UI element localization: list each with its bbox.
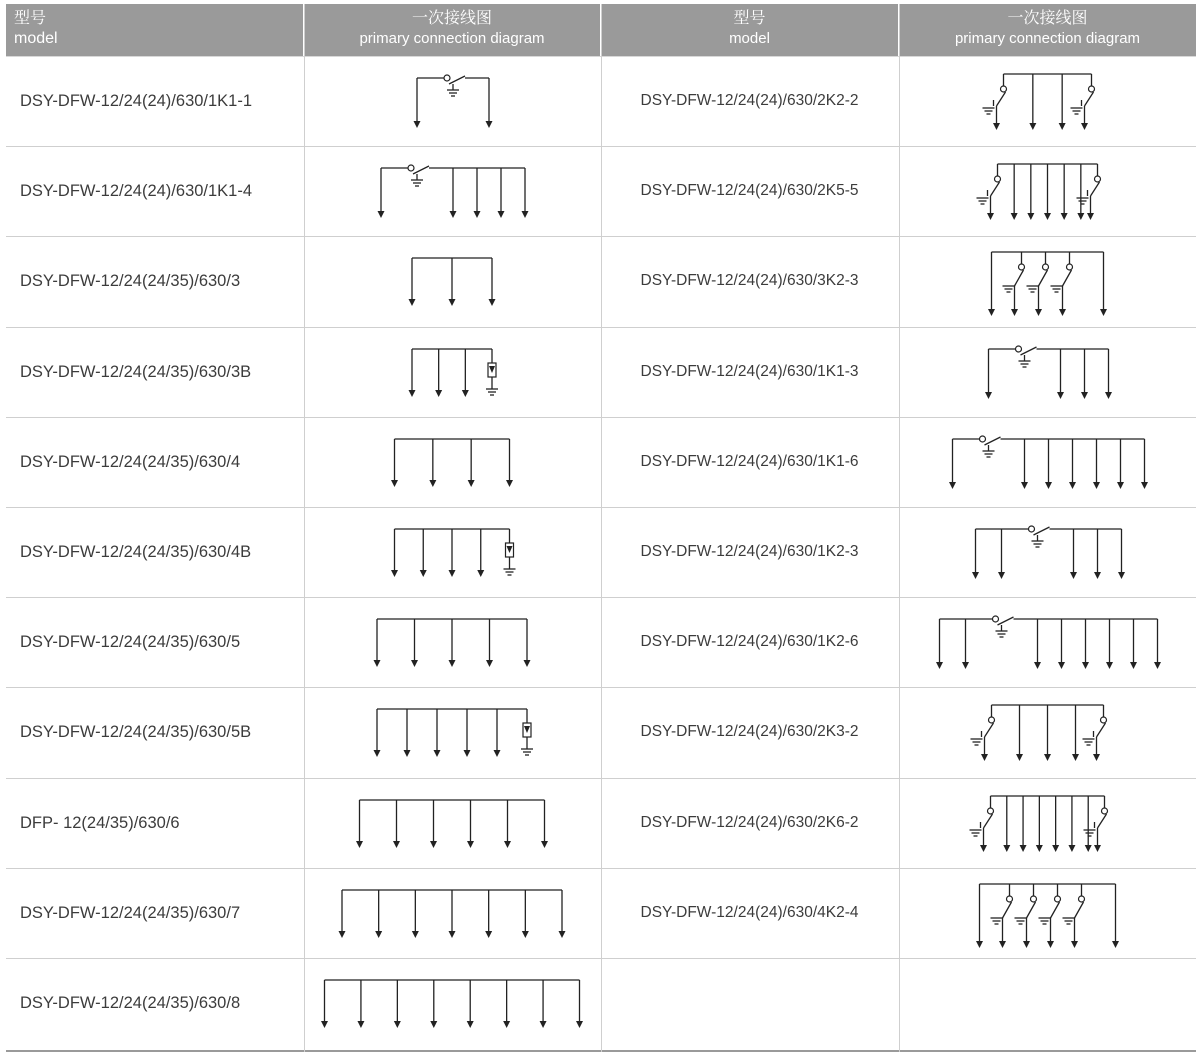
header-model-zh: 型号 <box>733 10 766 27</box>
model-name: DSY-DFW-12/24(24/35)/630/4B <box>20 543 252 561</box>
model-name: DSY-DFW-12/24(24)/630/1K1-4 <box>20 182 253 200</box>
model-name: DSY-DFW-12/24(24)/630/4K2-4 <box>640 904 859 921</box>
model-name: DSY-DFW-12/24(24/35)/630/7 <box>20 904 241 922</box>
connection-diagram <box>304 605 600 685</box>
model-name: DSY-DFW-12/24(24)/630/3K2-3 <box>640 272 859 289</box>
model-name: DSY-DFW-12/24(24/35)/630/4 <box>20 453 241 471</box>
connection-diagram <box>899 425 1196 505</box>
connection-diagram <box>899 64 1196 144</box>
header-diagram-left <box>304 4 600 56</box>
model-name: DSY-DFW-12/24(24)/630/1K1-6 <box>640 453 859 470</box>
model-name: DSY-DFW-12/24(24)/630/2K5-5 <box>640 182 859 199</box>
column-divider <box>601 4 602 1052</box>
model-name: DSY-DFW-12/24(24)/630/1K2-3 <box>640 543 859 560</box>
connection-diagram <box>304 876 600 956</box>
connection-diagram <box>899 244 1196 324</box>
model-name: DSY-DFW-12/24(24/35)/630/5B <box>20 723 252 741</box>
model-name: DFP- 12(24/35)/630/6 <box>20 814 180 832</box>
connection-diagram <box>304 244 600 324</box>
header-model-left <box>6 4 303 56</box>
header-diagram-en: primary connection diagram <box>954 30 1141 47</box>
model-name: DSY-DFW-12/24(24/35)/630/3 <box>20 272 241 290</box>
header-model-right <box>601 4 898 56</box>
header-diagram-en: primary connection diagram <box>359 30 545 47</box>
connection-diagram <box>899 154 1196 234</box>
header-diagram-zh: 一次接线图 <box>411 10 492 27</box>
connection-diagram <box>304 335 600 415</box>
header-diagram-right <box>899 4 1196 56</box>
model-name: DSY-DFW-12/24(24/35)/630/3B <box>20 363 252 381</box>
header-model-zh: 型号 <box>14 10 47 27</box>
model-name: DSY-DFW-12/24(24)/630/1K1-1 <box>20 92 253 110</box>
connection-diagram <box>304 64 600 144</box>
connection-diagram <box>899 515 1196 595</box>
header-model-en: model <box>729 30 770 47</box>
connection-diagram <box>899 786 1196 866</box>
connection-diagram <box>304 425 600 505</box>
connection-diagram <box>304 966 600 1046</box>
connection-diagram <box>304 695 600 775</box>
model-name: DSY-DFW-12/24(24/35)/630/5 <box>20 633 241 651</box>
header-diagram-zh: 一次接线图 <box>1007 10 1088 27</box>
model-name: DSY-DFW-12/24(24)/630/1K2-6 <box>640 633 859 650</box>
connection-diagram <box>304 515 600 595</box>
connection-diagram-table <box>6 4 1196 1052</box>
connection-diagram <box>304 786 600 866</box>
connection-diagram <box>899 605 1196 685</box>
model-name: DSY-DFW-12/24(24/35)/630/8 <box>20 994 241 1012</box>
connection-diagram <box>899 335 1196 415</box>
model-name: DSY-DFW-12/24(24)/630/2K6-2 <box>640 814 859 831</box>
header-model-en: model <box>14 30 58 47</box>
model-name: DSY-DFW-12/24(24)/630/2K3-2 <box>640 723 859 740</box>
model-name: DSY-DFW-12/24(24)/630/1K1-3 <box>640 363 859 380</box>
connection-diagram <box>899 876 1196 956</box>
model-name: DSY-DFW-12/24(24)/630/2K2-2 <box>640 92 859 109</box>
connection-diagram <box>899 695 1196 775</box>
connection-diagram <box>304 154 600 234</box>
